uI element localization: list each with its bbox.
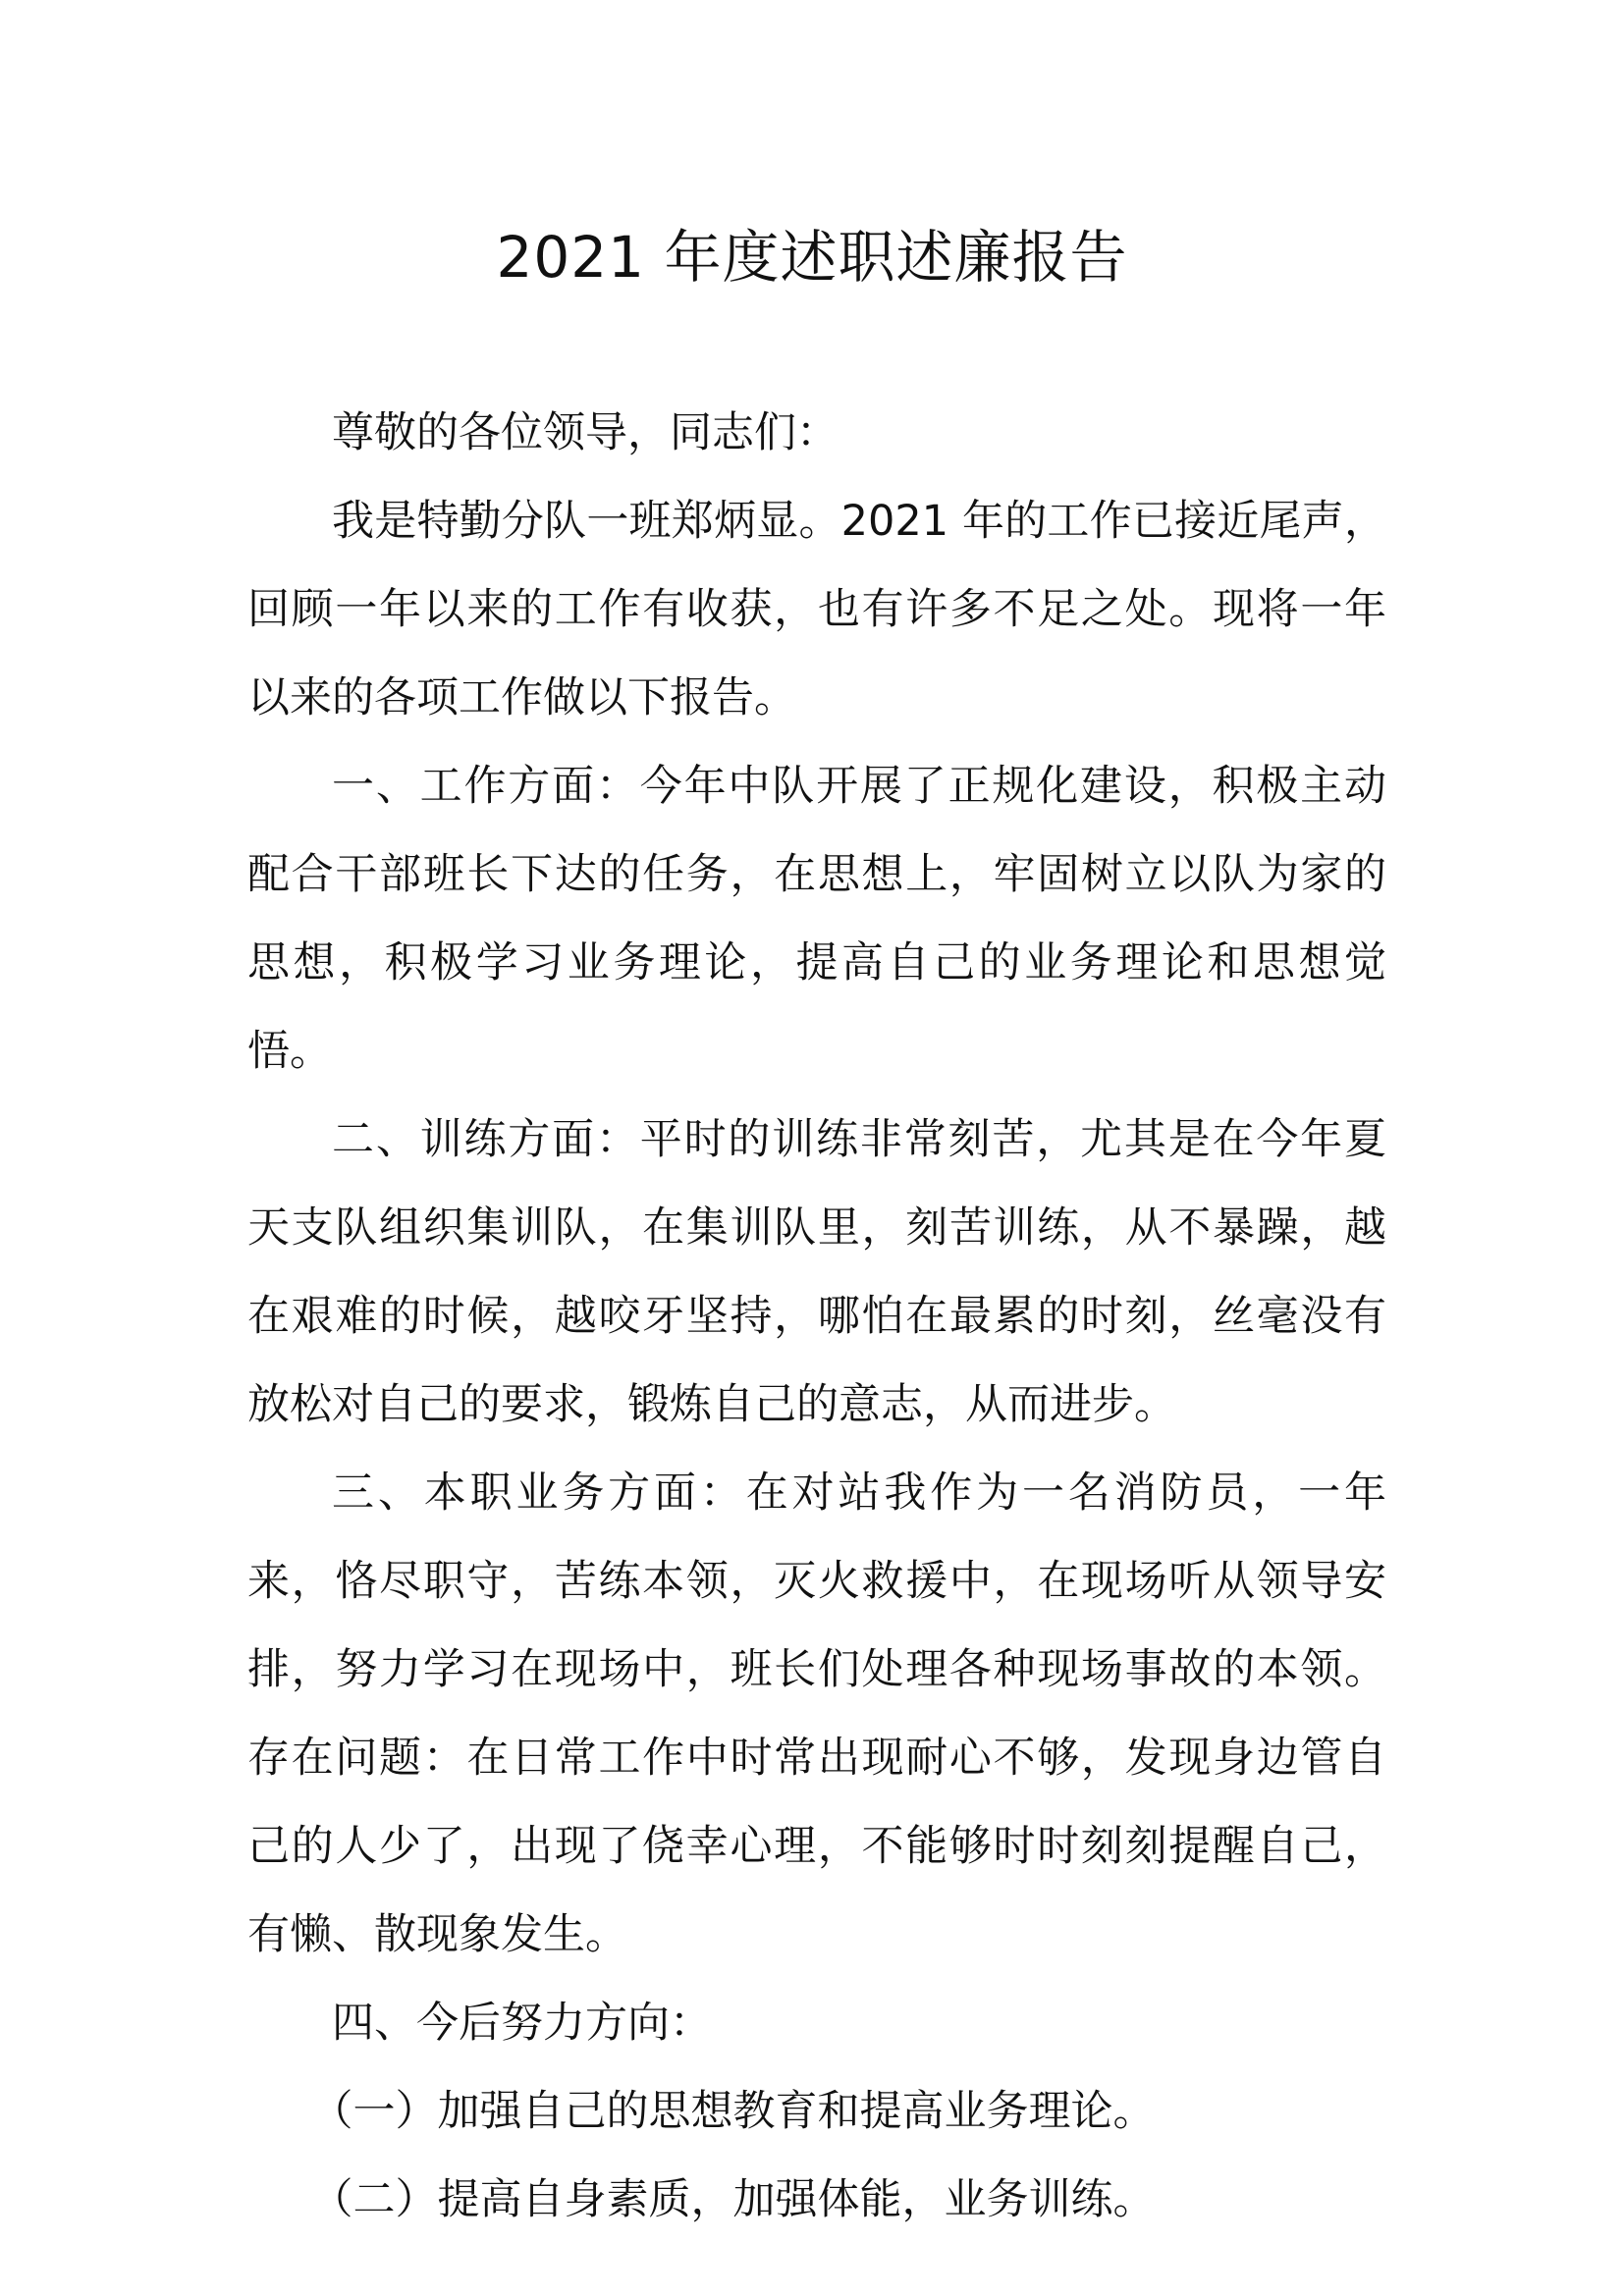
paragraph-future-heading: 四、今后努力方向： — [332, 1999, 712, 2048]
list-item-1: （一）加强自己的思想教育和提高业务理论。 — [310, 2087, 1156, 2136]
document-title: 2021 年度述职述廉报告 — [496, 224, 1128, 291]
salutation: 尊敬的各位领导，同志们： — [332, 408, 839, 457]
list-item-2: （二）提高自身素质，加强体能，业务训练。 — [310, 2175, 1156, 2224]
paragraph-work: 一、工作方面：今年中队开展了正规化建设，积极主动配合干部班长下达的任务，在思想上，牢固树立以队为家的思想，积极学习业务理论，提高自己的业务理论和思想觉悟。 — [247, 762, 1386, 1076]
document-body — [247, 389, 1386, 2244]
paragraph-introduction: 我是特勤分队一班郑炳显。2021 年的工作已接近尾声，回顾一年以来的工作有收获，也有许多不足之处。现将一年以来的各项工作做以下报告。 — [247, 497, 1386, 722]
paragraph-duties: 三、本职业务方面：在对站我作为一名消防员，一年来，恪尽职守，苦练本领，灭火救援中，在现场听从领导安排，努力学习在现场中，班长们处理各种现场事故的本领。存在问题：在日常工作中时常出现耐心不够，发现身边管自己的人少了，出现了侥幸心理，不能够时时刻刻提醒自己，有懒、散现象发生。 — [247, 1468, 1386, 1959]
paragraph-training: 二、训练方面：平时的训练非常刻苦，尤其是在今年夏天支队组织集训队，在集训队里，刻苦训练，从不暴躁，越在艰难的时候，越咬牙坚持，哪怕在最累的时刻，丝毫没有放松对自己的要求，锻炼自己的意志，从而进步。 — [247, 1115, 1386, 1429]
